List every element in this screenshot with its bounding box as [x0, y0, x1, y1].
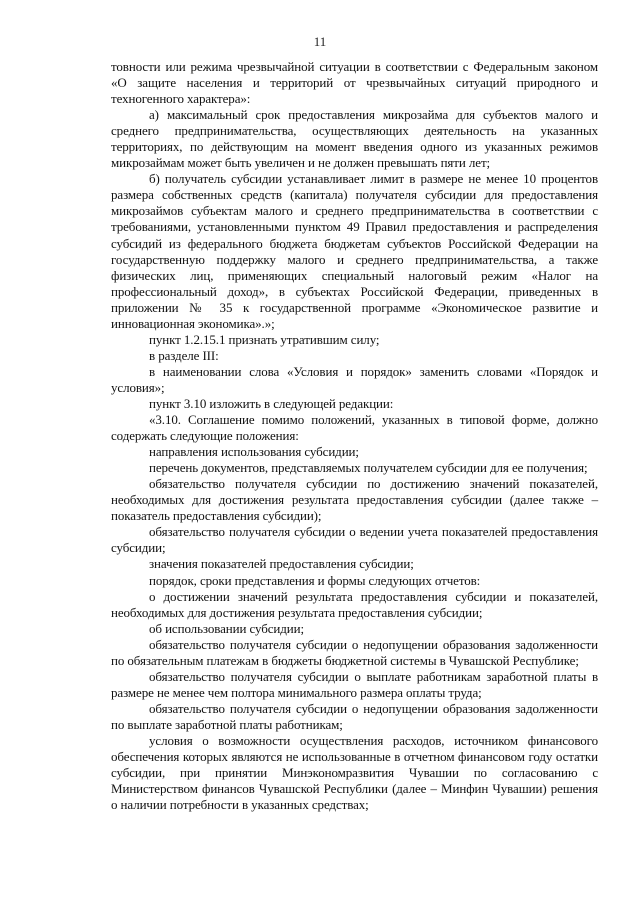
- paragraph-list-item: условия о возможности осуществления расходов, источником финансового обеспечения которых являются не использованные в отчетном финансовом году остатки субсидии, при принятии Минэкономразвития Чувашии по согласованию с Министерством финансов Чувашской Республики (далее – Минфин Чувашии) решения о наличии потребности в указанных средствах;: [111, 732, 598, 813]
- paragraph-list-item: обязательство получателя субсидии о выплате работникам заработной платы в размере не менее чем полтора минимального размера оплаты труда;: [111, 668, 598, 700]
- paragraph-item-b: б) получатель субсидии устанавливает лимит в размере не менее 10 процентов размера собственных средств (капитала) получателя субсидии для предоставления микрозаймов субъектам малого и среднего предпринимательства в соответствии с требованиями, установленными пунктом 49 Правил предоставления и распределения субсидий из федерального бюджета бюджетам субъектов Российской Федерации на государственную поддержку малого и среднего предпринимательства, а также физических лиц, применяющих специальный налоговый режим «Налог на профессиональный доход», в субъектах Российской Федерации, приведенных в приложении № 35 к государственной программе «Экономическое развитие и инновационная экономика».»;: [111, 171, 598, 331]
- paragraph-section-three: в разделе III:: [149, 347, 219, 363]
- paragraph-list-item: об использовании субсидии;: [149, 620, 305, 636]
- paragraph-clause-new-edition: пункт 3.10 изложить в следующей редакции:: [149, 395, 394, 411]
- paragraph-clause-repeal: пункт 1.2.15.1 признать утратившим силу;: [149, 331, 380, 347]
- paragraph-list-item: порядок, сроки представления и формы следующих отчетов:: [149, 572, 481, 588]
- paragraph-agreement: «3.10. Соглашение помимо положений, указанных в типовой форме, должно содержать следующие положения:: [111, 412, 598, 444]
- document-body: [111, 59, 598, 813]
- page-number: 11: [313, 34, 327, 49]
- paragraph-list-item: о достижении значений результата предоставления субсидии и показателей, необходимых для достижения результата предоставления субсидии;: [111, 588, 598, 620]
- paragraph-list-item: значения показателей предоставления субсидии;: [149, 556, 414, 572]
- paragraph-continuation: товности или режима чрезвычайной ситуации в соответствии с Федеральным законом «О защите населения и территорий от чрезвычайных ситуаций природного и техногенного характера»:: [111, 59, 598, 107]
- paragraph-list-item: обязательство получателя субсидии по достижению значений показателей, необходимых для достижения результата предоставления субсидии (далее также – показатель предоставления субсидии);: [111, 476, 598, 524]
- paragraph-list-item: перечень документов, представляемых получателем субсидии для ее получения;: [149, 460, 588, 476]
- paragraph-list-item: направления использования субсидии;: [149, 444, 359, 460]
- paragraph-list-item: обязательство получателя субсидии о ведении учета показателей предоставления субсидии;: [111, 524, 598, 556]
- paragraph-item-a: а) максимальный срок предоставления микрозайма для субъектов малого и среднего предпринимательства, осуществляющих деятельность на указанных территориях, по действующим на момент введения одного из указанных режимов микрозаймам может быть увеличен и не должен превышать пяти лет;: [111, 107, 598, 171]
- paragraph-list-item: обязательство получателя субсидии о недопущении образования задолженности по обязательным платежам в бюджеты бюджетной системы в Чувашской Республике;: [111, 636, 598, 668]
- paragraph-list-item: обязательство получателя субсидии о недопущении образования задолженности по выплате заработной платы работникам;: [111, 700, 598, 732]
- paragraph-title-change: в наименовании слова «Условия и порядок» заменить словами «Порядок и условия»;: [111, 363, 598, 395]
